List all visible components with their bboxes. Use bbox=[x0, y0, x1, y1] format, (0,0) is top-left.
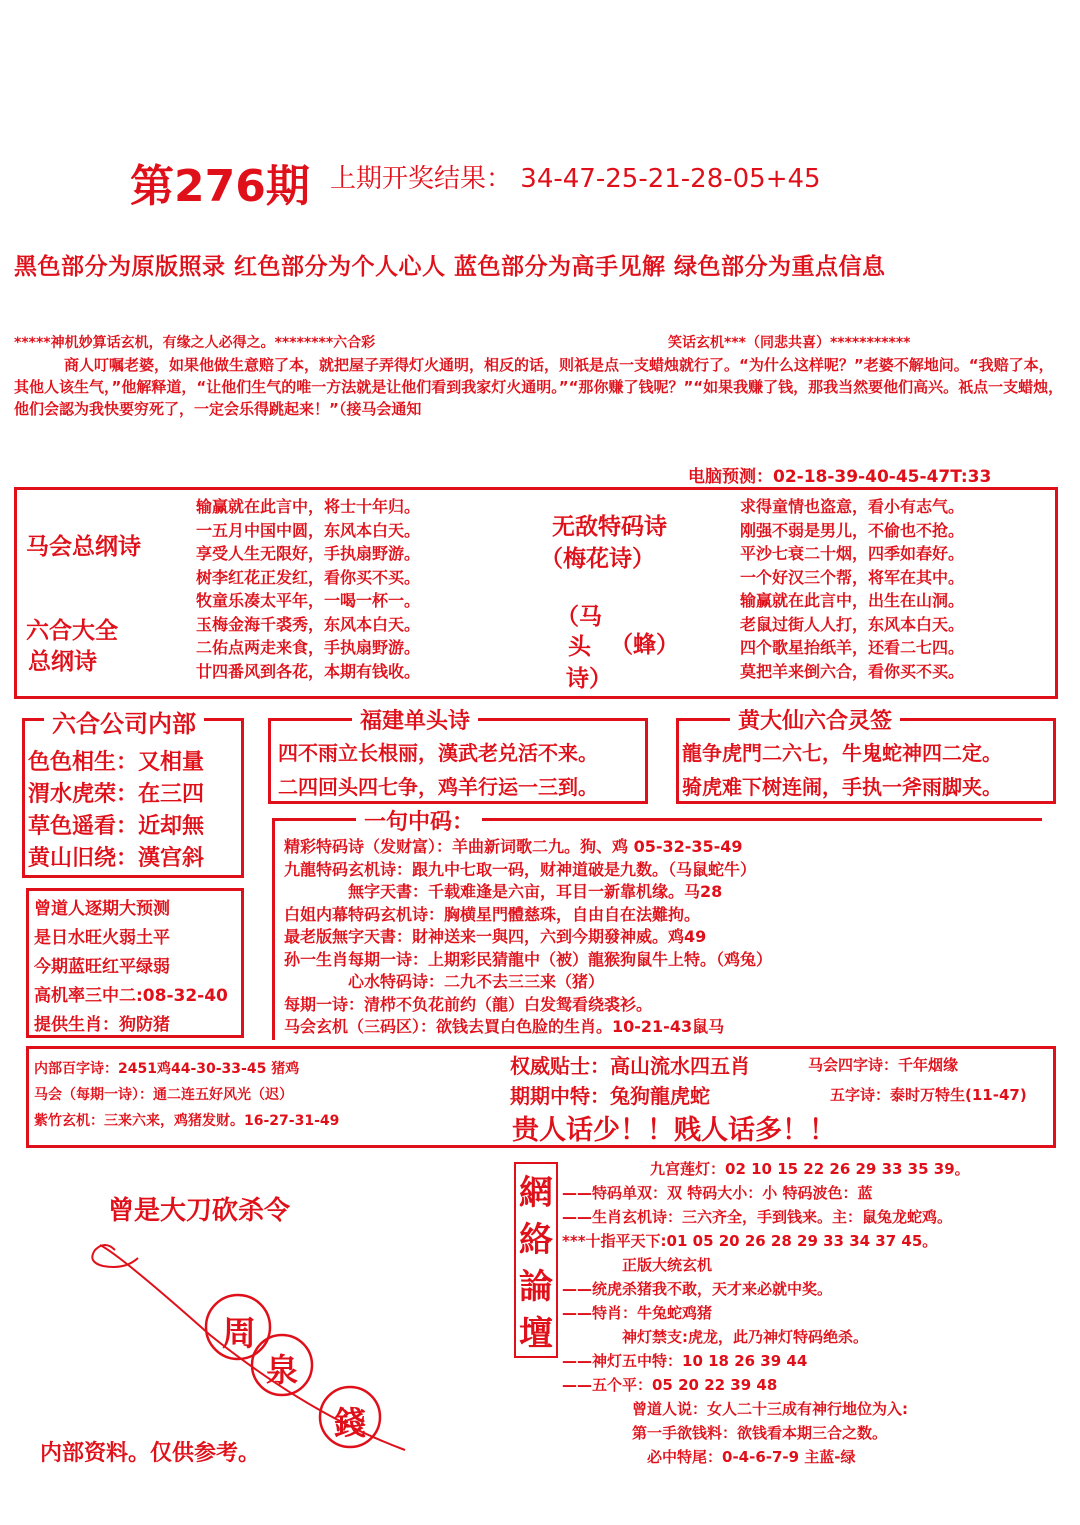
poem-line: 一五月中国中圆，东风本白天。 bbox=[196, 520, 421, 540]
forum-vertical bbox=[517, 1165, 555, 1353]
zeng-lines bbox=[34, 894, 228, 1039]
forum-lines bbox=[562, 1158, 970, 1470]
poem-line: 一个好汉三个帮，将军在其中。 bbox=[740, 567, 965, 587]
forum-line: 必中特尾：0-4-6-7-9 主蓝-绿 bbox=[602, 1448, 856, 1466]
poem-label-2b: 总纲诗 bbox=[28, 649, 97, 675]
poem-line: 求得童情也盗意，看小有志气。 bbox=[740, 497, 965, 516]
poem-line: 莫把羊来倒六合，看你买不买。 bbox=[740, 661, 965, 681]
company-title: 六合公司内部 bbox=[44, 704, 204, 739]
bottom-line: 内部百字诗：2451鸡44-30-33-45 猪鸡 bbox=[34, 1061, 300, 1077]
forum-line: ——统虎杀猪我不敢，天才来必就中奖。 bbox=[562, 1280, 833, 1298]
poem-line: 树李红花正发红，看你买不买。 bbox=[196, 567, 421, 587]
forum-line: 曾道人说：女人二十三成有神行地位为入: bbox=[602, 1400, 909, 1418]
poem-line: 牧童乐凑太平年，一喝一杯一。 bbox=[196, 591, 421, 610]
poem-line: 输赢就在此言中，出生在山洞。 bbox=[740, 591, 965, 610]
seal-char-1: 周 bbox=[222, 1314, 256, 1354]
forum-line: 神灯禁支:虎龙，此乃神灯特码绝杀。 bbox=[562, 1328, 869, 1346]
forum-line: ——生肖玄机诗：三六齐全，手到钱来。主：鼠兔龙蛇鸡。 bbox=[562, 1208, 953, 1226]
tip-2: 期期中特：兔狗龍虎蛇 bbox=[510, 1084, 710, 1108]
poem-line: 输赢就在此言中，将士十年归。 bbox=[196, 497, 421, 516]
story-title-right: 笑话玄机***（同悲共喜）*********** bbox=[668, 335, 911, 351]
forum-line: 第一手欲钱料：欲钱看本期三合之数。 bbox=[602, 1424, 888, 1442]
zeng-line: 是日水旺火弱土平 bbox=[34, 928, 170, 948]
huang-line: 龍争虎門二六七，牛鬼蛇神四二定。 bbox=[682, 741, 1002, 765]
yiju-line: 白姐内幕特码玄机诗：胸横星門體慈珠，自由自在法難拘。 bbox=[284, 904, 701, 924]
forum-line: 九宫莲灯：02 10 15 22 26 29 33 35 39。 bbox=[650, 1160, 970, 1178]
yiju-line: 孙一生肖每期一诗：上期彩民猜龍中（被）龍猴狗鼠牛上特。（鸡兔） bbox=[284, 949, 773, 969]
poem-mid-label-b: 头 bbox=[568, 634, 591, 660]
poem-line: 二佑点两走来食，手执扇野游。 bbox=[196, 638, 421, 657]
forum-char: 壇 bbox=[519, 1314, 553, 1354]
bottom-left-lines bbox=[34, 1058, 339, 1136]
computer-prediction: 电脑预测：02-18-39-40-45-47T:33 bbox=[688, 467, 992, 487]
forum-char: 論 bbox=[519, 1267, 553, 1307]
yiju-line: 每期一诗：清栉不负花前约（龍）白发鸳看绕裘衫。 bbox=[284, 994, 653, 1014]
forum-line: ——特肖：牛兔蛇鸡猪 bbox=[562, 1304, 713, 1322]
seal-char-3: 錢 bbox=[334, 1404, 367, 1442]
zeng-title: 曾道人逐期大预测 bbox=[34, 899, 170, 919]
poem-lines-right bbox=[740, 494, 964, 682]
yiju-title: 一句中码： bbox=[356, 805, 482, 836]
yiju-line: 精彩特码诗（发财富）：羊曲新词歌二九。狗、鸡 05-32-35-49 bbox=[284, 837, 743, 856]
forum-line: ——神灯五中特：10 18 26 39 44 bbox=[562, 1352, 808, 1370]
poem-label-2a: 六合大全 bbox=[26, 618, 118, 644]
yiju-line: 九龍特码玄机诗：跟九中七取一码，财神道破是九数。（马鼠蛇牛） bbox=[284, 859, 757, 879]
fujian-title: 福建单头诗 bbox=[352, 704, 478, 735]
slogan: 贵人话少！！贱人话多！！ bbox=[512, 1115, 836, 1146]
zeng-line: 高机率三中二:08-32-40 bbox=[34, 986, 228, 1006]
poem-line: 四个歌星抬纸羊，还看二七四。 bbox=[740, 638, 965, 657]
poem-lines-left bbox=[196, 494, 420, 682]
poem-label-1: 马会总纲诗 bbox=[26, 534, 141, 560]
poem-line: 玉梅金海千裘秀，东风本白天。 bbox=[196, 614, 421, 634]
huang-line: 骑虎难下树连闹，手执一斧雨脚夹。 bbox=[682, 775, 1002, 799]
bottom-line: 马会（每期一诗）：通二连五好风光（迟） bbox=[34, 1087, 293, 1103]
yiju-line: 最老版無字天書：財神送来一與四，六到今期發神威。鸡49 bbox=[284, 927, 707, 946]
fujian-lines bbox=[278, 737, 598, 805]
colon: ： bbox=[486, 164, 513, 194]
seal-char-2: 泉 bbox=[266, 1351, 299, 1389]
company-lines bbox=[28, 745, 204, 873]
tip-2b: 五字诗：泰时万特生(11-47) bbox=[830, 1086, 1027, 1104]
company-line: 渭水虎荣：在三四 bbox=[28, 782, 205, 807]
zeng-line: 今期蓝旺红平绿弱 bbox=[34, 957, 170, 977]
forum-line: ——特码单双：双 特码大小：小 特码波色：蓝 bbox=[562, 1184, 873, 1202]
fujian-line: 二四回头四七争，鸡羊行运一三到。 bbox=[278, 775, 598, 799]
poem-mid-title-1: 无敌特码诗 bbox=[552, 514, 667, 540]
poem-mid-label-c: （蜂） bbox=[610, 632, 679, 658]
company-line: 草色遥看：近却無 bbox=[28, 814, 205, 839]
bottom-line: 紫竹玄机：三来六来，鸡猪发财。16-27-31-49 bbox=[34, 1113, 340, 1129]
tip-1b: 马会四字诗：千年烟缘 bbox=[808, 1056, 959, 1074]
last-result bbox=[330, 158, 821, 195]
yiju-line: 马会玄机（三码区）：欲钱去買白色脸的生肖。10-21-43鼠马 bbox=[284, 1017, 725, 1036]
issue-number: 第276期 bbox=[130, 161, 310, 212]
yiju-line: 無字天書：千载难逢是六亩，耳目一新靠机缘。马28 bbox=[284, 882, 723, 901]
zeng-line: 提供生肖：狗防猪 bbox=[34, 1015, 170, 1035]
yiju-line: 心水特码诗：二九不去三三来（猪） bbox=[284, 972, 605, 991]
joke-story: 商人叮嘱老婆，如果他做生意赔了本，就把屋子弄得灯火通明，相反的话，则祇是点一支蜡烛就行了。“为什么这样呢？”老婆不解地问。“我赔了本，其他人该生气，”他解释道，“让他们生气的唯一方法就是让他们看到我家灯火通明。”“那你赚了钱呢？”“如果我赚了钱，那我当然要他们高兴。祇点一支蜡烛，他们会認为我快要穷死了，一定会乐得跳起来！”（接马会通知 bbox=[14, 356, 1064, 418]
huang-title: 黄大仙六合灵签 bbox=[730, 704, 900, 735]
tip-1: 权威贴士：高山流水四五肖 bbox=[510, 1054, 750, 1078]
last-result-label: 上期开奖结果 bbox=[330, 164, 487, 194]
fujian-line: 四不雨立长根丽，漢武老兑活不来。 bbox=[278, 741, 598, 765]
company-line: 黄山旧绕：漢宫斜 bbox=[28, 846, 205, 871]
poem-mid-label-d: 诗） bbox=[566, 666, 612, 692]
forum-char: 網 bbox=[519, 1173, 553, 1213]
poem-mid-label-a: （马 bbox=[556, 604, 602, 630]
forum-line: ——五个平：05 20 22 39 48 bbox=[562, 1376, 778, 1394]
last-result-numbers: 34-47-25-21-28-05+45 bbox=[520, 164, 821, 194]
poem-line: 享受人生无限好，手执扇野游。 bbox=[196, 544, 421, 563]
forum-char: 絡 bbox=[519, 1220, 553, 1260]
company-line: 色色相生：又相量 bbox=[28, 750, 205, 775]
story-title-left: *****神机妙算话玄机，有缘之人必得之。********六合彩 bbox=[14, 335, 376, 351]
forum-line: 正版大统玄机 bbox=[562, 1256, 713, 1274]
poem-line: 刚强不弱是男儿，不偷也不抢。 bbox=[740, 520, 965, 540]
yiju-lines bbox=[284, 834, 772, 1037]
dao-title: 曾是大刀砍杀令 bbox=[108, 1196, 291, 1226]
poem-line: 廿四番风到各花，本期有钱收。 bbox=[196, 661, 421, 681]
poem-line: 平沙七衰二十烟，四季如春好。 bbox=[740, 544, 965, 563]
color-legend: 黑色部分为原版照录 红色部分为个人心人 蓝色部分为高手见解 绿色部分为重点信息 bbox=[14, 254, 886, 280]
poem-line: 老鼠过街人人打，东风本白天。 bbox=[740, 614, 965, 634]
poem-mid-title-2: （梅花诗） bbox=[540, 546, 655, 572]
forum-line: ***十指平天下:01 05 20 26 28 29 33 34 37 45。 bbox=[562, 1232, 938, 1250]
dao-caption: 内部资料。仅供参考。 bbox=[40, 1441, 261, 1466]
huang-lines bbox=[682, 737, 1002, 805]
